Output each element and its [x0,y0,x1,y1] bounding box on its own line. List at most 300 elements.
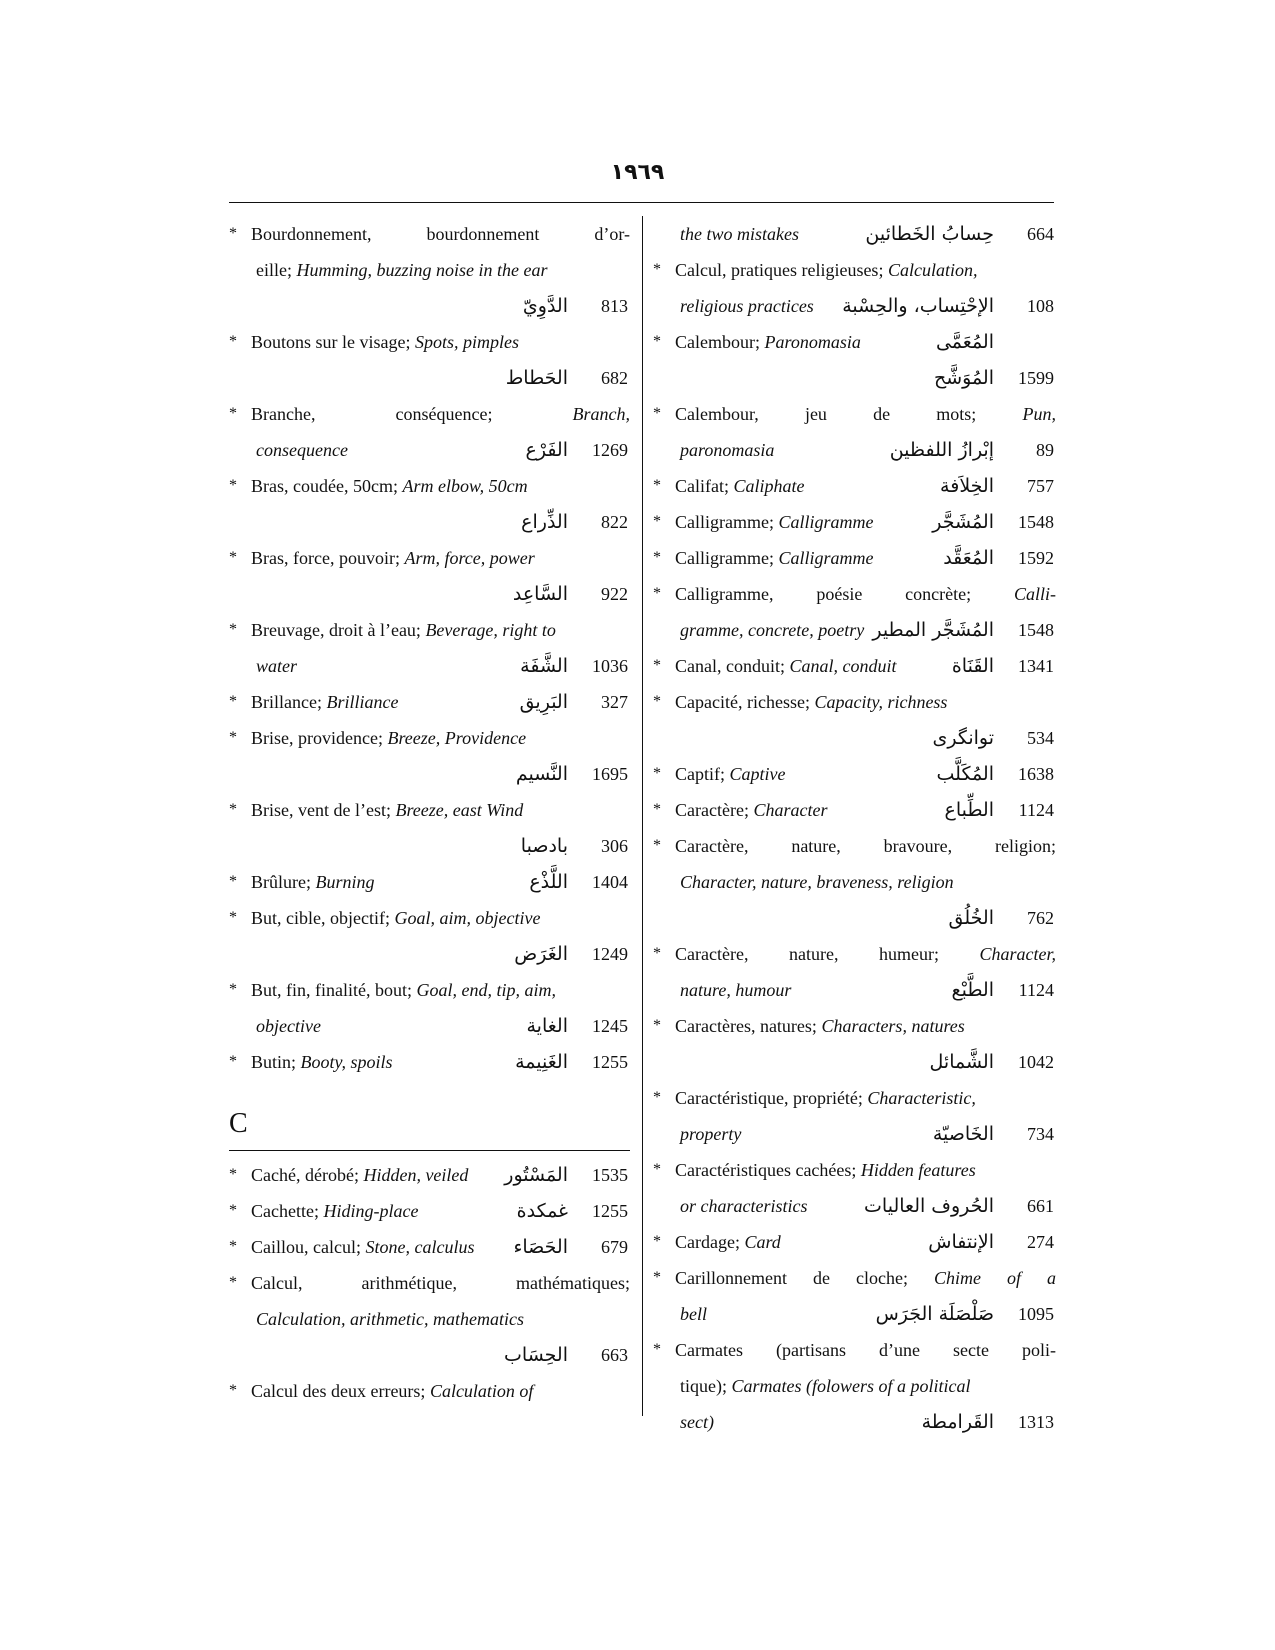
entry-text [251,1157,468,1193]
arabic-term: توانگرى [932,727,994,749]
dictionary-entry [229,972,630,1044]
entry-text [675,936,1056,972]
english-term: Booty, spoils [300,1052,393,1072]
entry-number: 1124 [1018,980,1054,1000]
entry-bullet: * [229,549,237,566]
dictionary-entry [653,1080,1056,1152]
entry-number: 534 [1027,728,1054,748]
entry-number: 682 [601,368,628,388]
entry-line [653,1044,1056,1080]
english-term: Captive [729,764,786,784]
entry-text [680,612,864,648]
entry-line [229,756,630,792]
dictionary-entry [229,1193,630,1229]
entry-line [653,324,1056,360]
dictionary-entry [229,1229,630,1265]
entry-bullet: * [653,1269,661,1286]
dictionary-entry [229,324,630,396]
entry-line [229,396,630,432]
entry-text [675,540,874,576]
justified-word: d’or- [594,224,630,244]
entry-line [653,756,1056,792]
french-term: Calcul des deux erreurs; [251,1381,430,1401]
entry-bullet: * [229,225,237,242]
dictionary-entry [653,828,1056,936]
english-term: religious practices [680,296,814,316]
entry-bullet: * [229,405,237,422]
entry-number: 1535 [592,1165,628,1185]
entry-line [229,864,630,900]
entry-line [229,612,630,648]
entry-line [229,1373,630,1409]
french-term: Cachette; [251,1201,324,1221]
english-term: Character, nature, braveness, religion [680,872,954,892]
entry-number: 1255 [592,1052,628,1072]
entry-line [229,1193,630,1229]
entry-text [675,1008,965,1044]
arabic-term: الدَّوِيّ [522,295,568,317]
entry-line [653,720,1056,756]
entry-number: 1695 [592,764,628,784]
justified-word: (partisans [776,1340,846,1360]
entry-line [653,828,1056,864]
entry-line [653,1080,1056,1116]
justified-word: bravoure, [883,836,953,856]
french-term: Capacité, richesse; [675,692,815,712]
arabic-term: النَّسيم [515,763,568,785]
entry-text [256,1008,321,1044]
entry-text [680,1296,707,1332]
section-rule [229,1150,630,1151]
english-term: Breeze, Providence [387,728,527,748]
entry-line [653,1008,1056,1044]
entry-text [675,1260,1056,1296]
english-term: Characters, natures [821,1016,965,1036]
entry-number: 1592 [1018,548,1054,568]
entry-text [251,720,526,756]
entry-bullet: * [229,621,237,638]
french-term: Breuvage, droit à l’eau; [251,620,426,640]
entry-line [653,540,1056,576]
justified-word: Calcul, [251,1273,303,1293]
justified-word: concrète; [905,584,972,604]
arabic-term: حِسابُ الخَطائين [865,223,994,245]
entry-text [680,1188,808,1224]
french-term: Califat; [675,476,734,496]
entry-text [251,1229,474,1265]
entry-number: 1599 [1018,368,1054,388]
entry-text [251,900,540,936]
english-term: Paronomasia [764,332,861,352]
justified-word: Pun, [1022,404,1056,424]
french-term: Calcul, pratiques religieuses; [675,260,888,280]
english-term: Hidden, veiled [363,1165,469,1185]
entry-bullet: * [653,405,661,422]
dictionary-entry [229,396,630,468]
arabic-term: الغاية [526,1015,568,1037]
english-term: Goal, end, tip, aim, [416,980,556,1000]
entry-number: 1341 [1018,656,1054,676]
entry-text [675,576,1056,612]
entry-number: 757 [1027,476,1054,496]
entry-text [256,252,547,288]
justified-word: mots; [936,404,977,424]
entry-number: 274 [1027,1232,1054,1252]
arabic-term: المُعَقَّد [943,547,994,569]
dictionary-entry [229,1044,630,1080]
entry-bullet: * [653,1089,661,1106]
french-term: Calligramme; [675,512,779,532]
entries-c-section [229,1157,630,1409]
justified-word: conséquence; [395,404,493,424]
dictionary-entry [653,324,1056,396]
dictionary-entry [229,684,630,720]
entry-line [229,504,630,540]
entry-number: 663 [601,1345,628,1365]
french-term: tique); [680,1376,732,1396]
dictionary-entry [653,216,1056,252]
dictionary-entry [653,504,1056,540]
entry-text [675,252,977,288]
entry-bullet: * [653,261,661,278]
arabic-term: الخُلُق [948,907,994,929]
entry-bullet: * [229,477,237,494]
entry-text [675,1152,976,1188]
entry-line [229,1157,630,1193]
entry-line [229,252,630,288]
english-term: Brilliance [326,692,399,712]
english-term: water [256,656,298,676]
french-term: Brillance; [251,692,327,712]
justified-word: Branch, [572,404,630,424]
dictionary-entry [653,396,1056,468]
entry-bullet: * [229,981,237,998]
justified-word: bourdonnement [426,224,540,244]
dictionary-entry [229,540,630,612]
english-term: Card [744,1232,781,1252]
english-term: Spots, pimples [415,332,520,352]
entry-bullet: * [653,1161,661,1178]
entry-text [251,1044,393,1080]
entry-line [229,1337,630,1373]
entry-line [653,504,1056,540]
entry-number: 813 [601,296,628,316]
entry-text [251,612,556,648]
entry-line [653,576,1056,612]
entry-bullet: * [229,873,237,890]
entry-line [229,216,630,252]
english-term: Burning [315,872,375,892]
header-rule [229,202,1054,203]
justified-word: a [1046,1268,1056,1288]
entry-bullet: * [653,693,661,710]
entry-text [675,828,1056,864]
entry-line [229,432,630,468]
entry-number: 1638 [1018,764,1054,784]
entry-text [251,540,535,576]
entry-text [256,648,297,684]
entry-number: 1249 [592,944,628,964]
entry-line [229,1044,630,1080]
english-term: Canal, conduit [789,656,897,676]
entry-bullet: * [653,1341,661,1358]
french-term: Brise, vent de l’est; [251,800,396,820]
french-term: Bras, force, pouvoir; [251,548,405,568]
justified-word: Calli- [1013,584,1056,604]
arabic-term: بادصبا [520,835,568,857]
french-term: Caractère; [675,800,754,820]
entry-number: 1548 [1018,512,1054,532]
arabic-term: الغَرَض [514,943,568,965]
entry-number: 1404 [592,872,628,892]
entry-line [653,900,1056,936]
entry-line [653,1224,1056,1260]
dictionary-entry [229,1265,630,1373]
english-term: Capacity, richness [814,692,948,712]
french-term: Boutons sur le visage; [251,332,415,352]
entry-line [229,1229,630,1265]
entry-bullet: * [653,1017,661,1034]
entry-line [229,828,630,864]
entry-line [653,216,1056,252]
entry-line [653,972,1056,1008]
dictionary-entry [653,576,1056,648]
dictionary-entry [653,1152,1056,1224]
entry-number: 327 [601,692,628,712]
french-term: Brise, providence; [251,728,388,748]
entry-text [251,1373,533,1409]
arabic-term: المُكَلَّب [936,763,994,785]
entry-line [653,1152,1056,1188]
entry-text [675,684,947,720]
entry-text [680,1368,971,1404]
dictionary-entry [229,900,630,972]
arabic-term: اللَّذْع [529,871,568,893]
entry-line [229,540,630,576]
justified-word: mathématiques; [516,1273,630,1293]
entry-bullet: * [653,549,661,566]
entry-bullet: * [229,729,237,746]
entry-line [229,936,630,972]
entry-line [229,972,630,1008]
entry-number: 1313 [1018,1412,1054,1432]
dictionary-entry [653,468,1056,504]
english-term: Calculation, [887,260,978,280]
english-term: Goal, aim, objective [394,908,541,928]
entry-line [653,648,1056,684]
arabic-term: الذِّراع [521,511,568,533]
entry-text [680,288,814,324]
english-term: objective [256,1016,321,1036]
entry-number: 1124 [1018,800,1054,820]
entry-text [251,216,630,252]
arabic-term: الحُروف العاليات [864,1195,994,1217]
entry-text [680,432,774,468]
entry-number: 822 [601,512,628,532]
justified-word: de [812,1268,830,1288]
french-term: Brûlure; [251,872,316,892]
english-term: Beverage, right to [425,620,556,640]
justified-word: religion; [994,836,1056,856]
justified-word: Carmates [675,1340,743,1360]
entry-number: 306 [601,836,628,856]
entry-text [680,972,791,1008]
french-term: Captif; [675,764,730,784]
arabic-term: القَنَاة [951,655,994,677]
entry-bullet: * [653,477,661,494]
entry-text [251,684,398,720]
french-term: Caractéristiques cachées; [675,1160,861,1180]
entry-number: 1255 [592,1201,628,1221]
entry-number: 664 [1027,224,1054,244]
entry-bullet: * [229,1053,237,1070]
entry-line [653,1404,1056,1440]
entry-text [680,1404,714,1440]
english-term: Calligramme [778,512,874,532]
entry-text [251,1265,630,1301]
arabic-term: الإحْتِساب، والحِسْبة [842,295,994,317]
justified-word: nature, [791,836,841,856]
arabic-term: الطَّبْع [951,979,994,1001]
french-term: Cardage; [675,1232,745,1252]
justified-word: Calligramme, [675,584,774,604]
entry-text [680,1116,741,1152]
entry-text [680,216,799,252]
entries-c-continued [653,216,1056,1440]
justified-word: Carillonnement [675,1268,787,1288]
entry-line [229,288,630,324]
dictionary-entry [229,216,630,324]
dictionary-entry [653,1224,1056,1260]
entry-bullet: * [229,909,237,926]
entry-number: 1269 [592,440,628,460]
entry-bullet: * [229,801,237,818]
arabic-term: المَسْتُور [504,1164,568,1186]
justified-word: jeu [804,404,827,424]
french-term: Canal, conduit; [675,656,790,676]
french-term: Caractéristique, propriété; [675,1088,868,1108]
entry-bullet: * [229,1166,237,1183]
arabic-term: الحِسَاب [504,1344,568,1366]
french-term: Caché, dérobé; [251,1165,364,1185]
entry-line [229,324,630,360]
english-term: Character [753,800,828,820]
arabic-term: الشَّمائل [929,1051,994,1073]
dictionary-entry [653,1008,1056,1080]
entry-bullet: * [653,333,661,350]
entry-bullet: * [229,1382,237,1399]
arabic-term: الفَرْع [525,439,568,461]
entry-line [653,252,1056,288]
entry-bullet: * [653,657,661,674]
french-term: Calembour; [675,332,765,352]
dictionary-entry [653,1332,1056,1440]
entry-text [675,792,827,828]
dictionary-entry [653,252,1056,324]
entry-text [256,1301,524,1337]
dictionary-entry [229,720,630,792]
entry-line [229,1008,630,1044]
justified-word: de [873,404,891,424]
entry-line [653,936,1056,972]
justified-word: Calembour, [675,404,759,424]
arabic-term: إبْرازُ اللفظين [889,439,994,461]
dictionary-entry [229,1157,630,1193]
entry-line [229,1301,630,1337]
entry-line [229,1265,630,1301]
english-term: Calculation of [429,1381,534,1401]
entry-number: 1095 [1018,1304,1054,1324]
english-term: Hidden features [860,1160,976,1180]
entry-line [653,360,1056,396]
french-term: But, fin, finalité, bout; [251,980,417,1000]
entry-line [229,792,630,828]
english-term: Carmates (folowers of a political [731,1376,971,1396]
entry-text [675,504,874,540]
section-letter: C [229,1108,248,1139]
french-term: Butin; [251,1052,301,1072]
justified-word: Bourdonnement, [251,224,372,244]
justified-word: Branche, [251,404,316,424]
arabic-term: السَّاعِد [512,583,568,605]
french-term: Bras, coudée, 50cm; [251,476,403,496]
justified-word: nature, [788,944,839,964]
entry-text [675,468,804,504]
french-term: eille; [256,260,297,280]
justified-word: Character, [979,944,1056,964]
entry-text [675,396,1056,432]
dictionary-entry [229,612,630,684]
entry-line [653,792,1056,828]
english-term: Stone, calculus [365,1237,475,1257]
entry-line [653,864,1056,900]
english-term: consequence [256,440,348,460]
entry-line [229,684,630,720]
entry-line [653,468,1056,504]
english-term: Arm, force, power [404,548,535,568]
entry-bullet: * [653,1233,661,1250]
entry-line [653,684,1056,720]
right-column [653,216,1056,1440]
entry-line [229,648,630,684]
entry-line [229,720,630,756]
entry-text [675,756,786,792]
entry-line [653,1260,1056,1296]
english-term: or characteristics [680,1196,808,1216]
entry-number: 89 [1036,440,1054,460]
dictionary-entry [229,468,630,540]
english-term: paronomasia [680,440,775,460]
entry-text [251,972,556,1008]
justified-word: poli- [1022,1340,1056,1360]
dictionary-entry [653,936,1056,1008]
entry-text [675,1332,1056,1368]
entry-line [229,900,630,936]
entry-line [653,1188,1056,1224]
dictionary-entry [653,756,1056,792]
dictionary-entry [229,1373,630,1409]
english-term: Characteristic, [867,1088,976,1108]
entry-text [251,792,523,828]
entry-number: 108 [1027,296,1054,316]
entry-number: 661 [1027,1196,1054,1216]
arabic-term: البَرِيق [519,691,568,713]
entry-line [653,288,1056,324]
english-term: Caliphate [733,476,805,496]
english-term: Arm elbow, 50cm [402,476,528,496]
entry-text [251,864,375,900]
dictionary-entry [653,792,1056,828]
